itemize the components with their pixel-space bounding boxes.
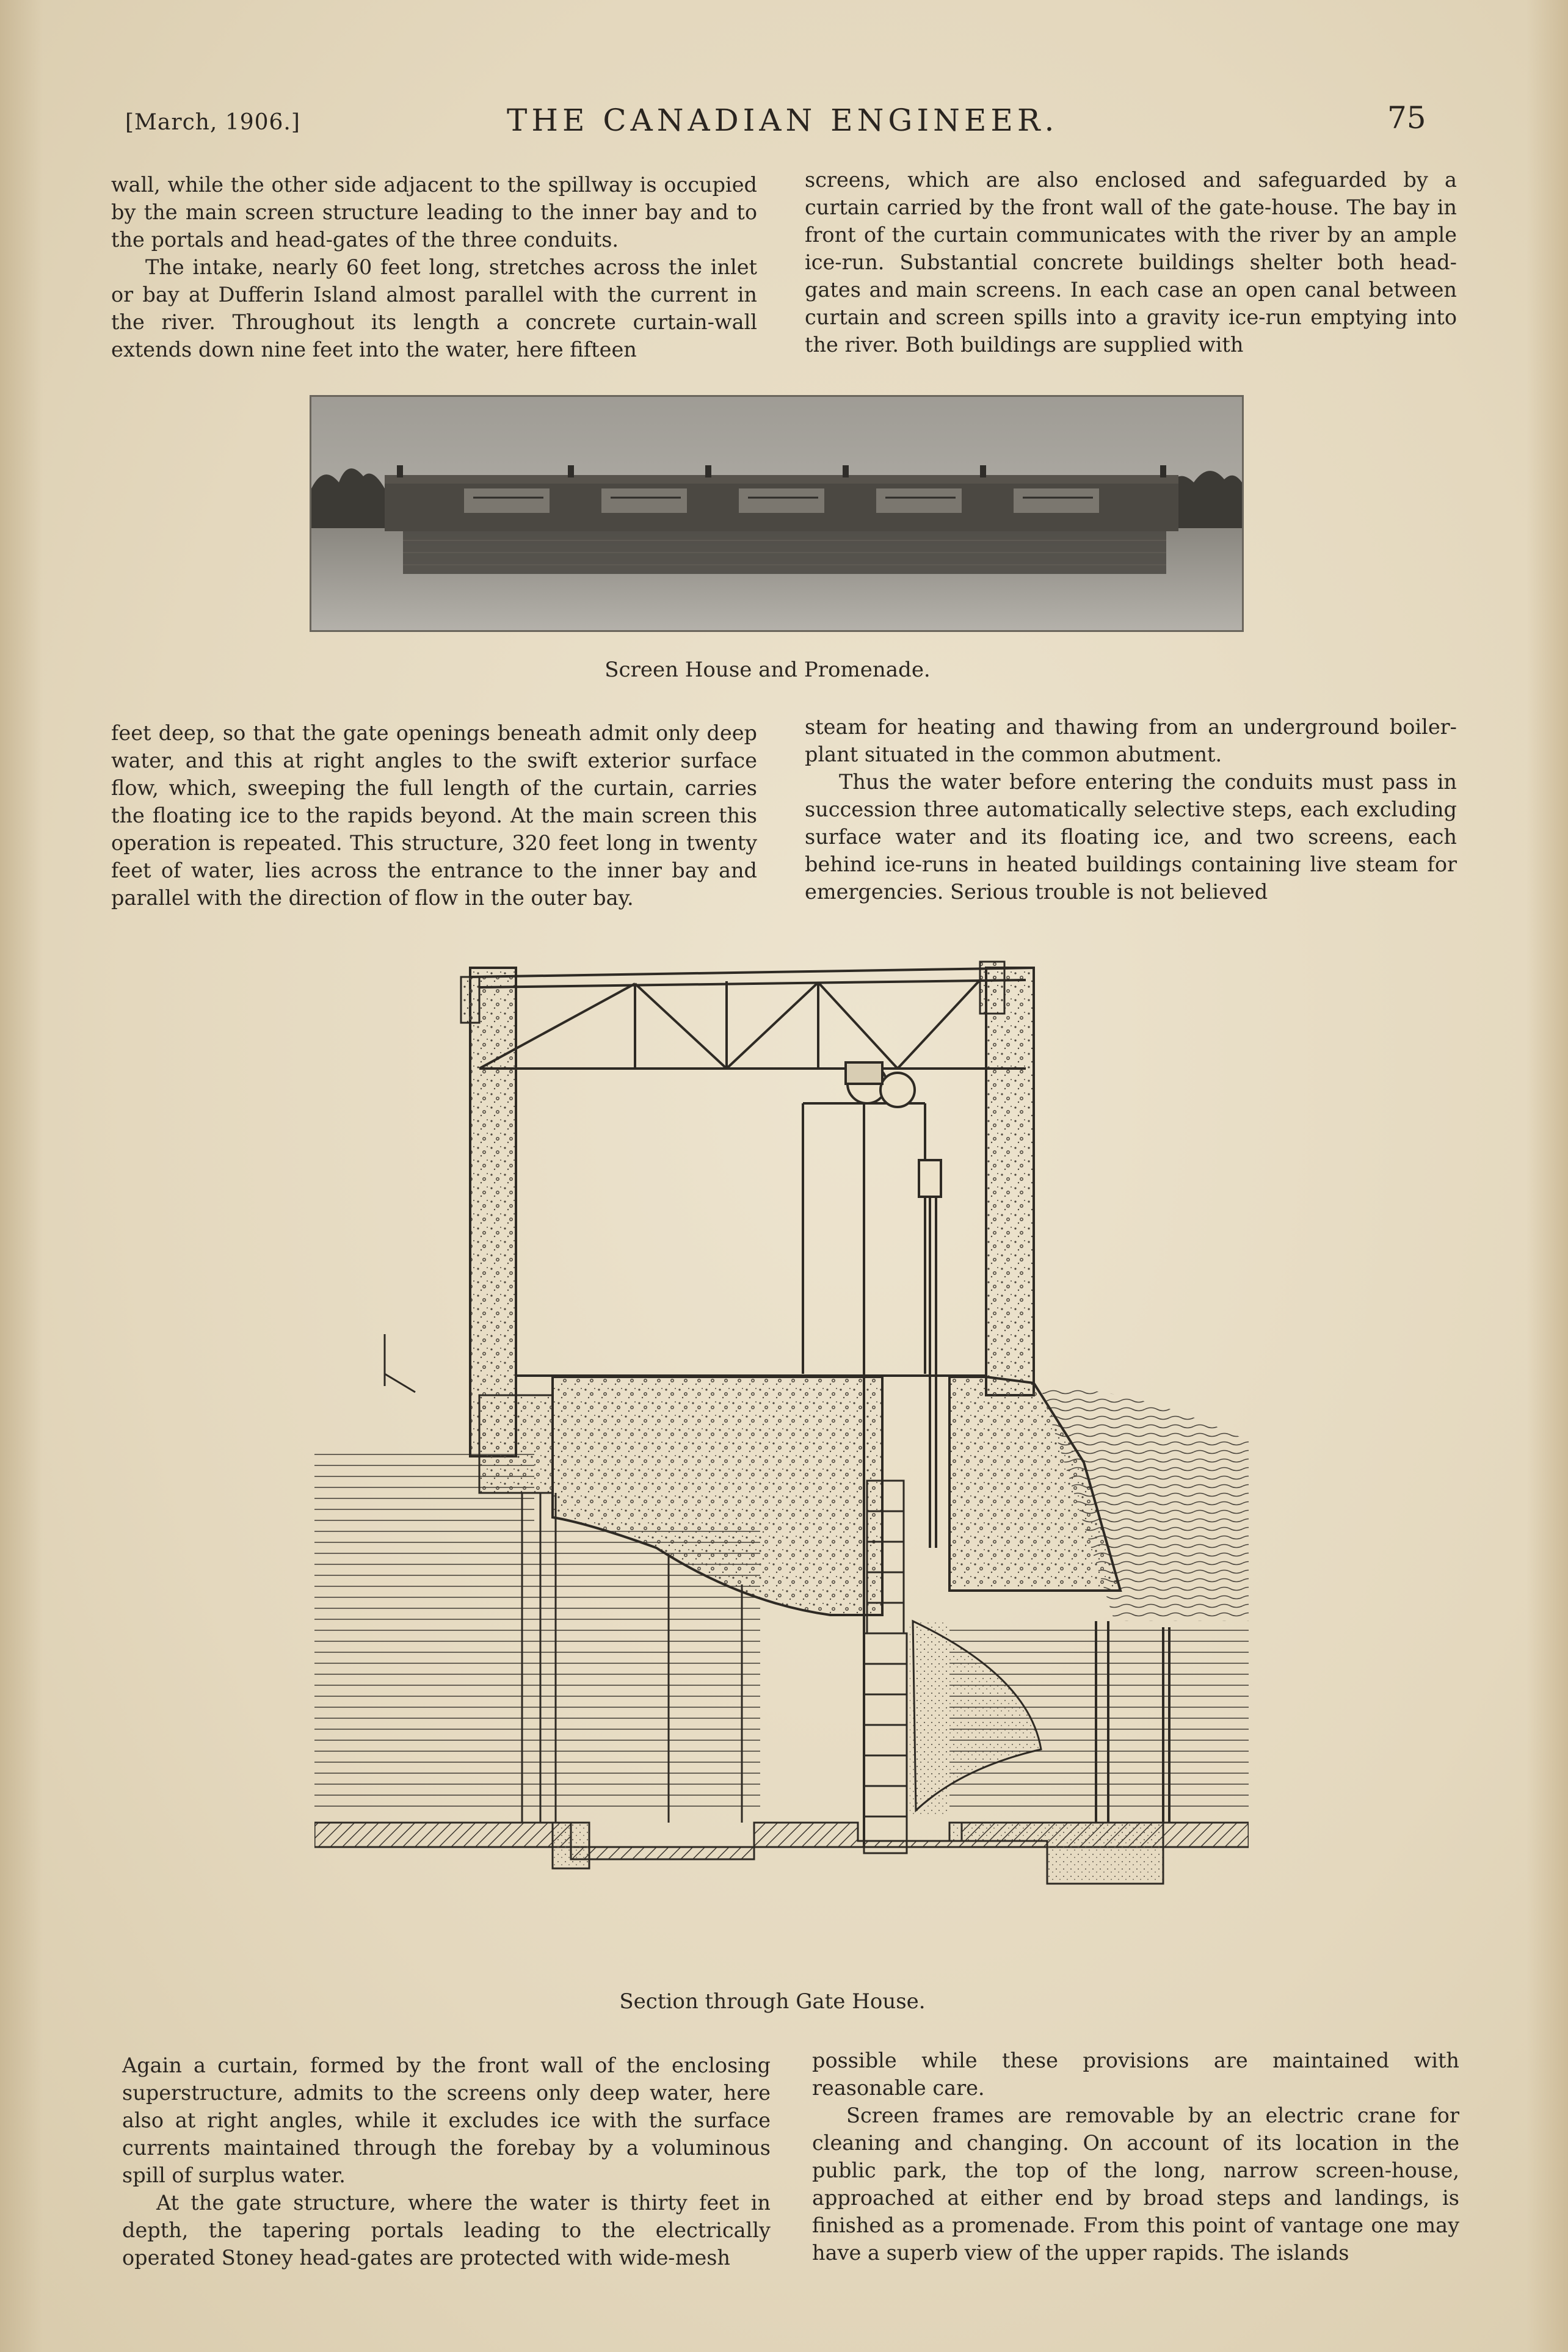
journal-title: THE CANADIAN ENGINEER. [507,103,1059,138]
top-right-column [805,166,1457,358]
paragraph: wall, while the other side adjacent to the spillway is occupied by the main screen structure leading to the inner bay and to the portals and head-gates of the three conduits. [111,173,757,252]
top-left-column [111,171,757,363]
bottom-left-column [122,2052,771,2271]
running-header [0,98,1568,147]
screen-house-photo [310,395,1244,632]
paragraph: Screen frames are removable by an electric crane for cleaning and changing. On account of its location in the public park, the top of the long, narrow screen-house, approached at either end by broad steps and landings, is finished as a promenade. From this point of vantage one may have a superb view of the upper rapids. The islands [812,2103,1459,2265]
left-page-edge [0,0,43,2352]
middle-right-column [805,713,1457,906]
paragraph: At the gate structure, where the water is thirty feet in depth, the tapering portals leading to the electrically operated Stoney head-gates are protected with wide-mesh [122,2191,771,2270]
page-number: 75 [1387,100,1426,136]
right-page-edge [1526,0,1568,2352]
gate-house-caption: Section through Gate House. [619,1989,926,2014]
paragraph: The intake, nearly 60 feet long, stretches across the inlet or bay at Dufferin Island almost parallel with the current in the river. Throughout its length a concrete curtain-wall extends down nine feet into the water, here fifteen [111,255,757,361]
screen-house-photo-image [311,397,1242,630]
paragraph: feet deep, so that the gate openings beneath admit only deep water, and this at right angles to the swift exterior surface flow, which, sweeping the full length of the curtain, carries the floating ice to the rapids beyond. At the main screen this operation is repeated. This structure, 320 feet long in twenty feet of water, lies across the entrance to the inner bay and parallel with the direction of flow in the outer bay. [111,721,757,910]
paragraph: possible while these provisions are maintained with reasonable care. [812,2049,1459,2100]
bottom-right-column [812,2047,1459,2267]
paragraph: Thus the water before entering the conduits must pass in succession three automatically selective steps, each excluding surface water and its floating ice, and two screens, each behind ice-runs in heated buildings containing live steam for emergencies. Serious trouble is not believed [805,770,1457,904]
gate-house-section-diagram [314,943,1249,1975]
issue-date: [March, 1906.] [125,110,300,135]
middle-left-column [111,719,757,912]
paragraph: Again a curtain, formed by the front wall of the enclosing superstructure, admits to the screens only deep water, here also at right angles, while it excludes ice with the surface currents maintained through the forebay by a voluminous spill of surplus water. [122,2053,771,2187]
paragraph: steam for heating and thawing from an underground boiler-plant situated in the common abutment. [805,715,1457,766]
gate-house-section-drawing [314,943,1249,1975]
paragraph: screens, which are also enclosed and safeguarded by a curtain carried by the front wall of the gate-house. The bay in front of the curtain communicates with the river by an ample ice-run. Substantial concrete buildings shelter both head-gates and main screens. In each case an open canal between curtain and screen spills into a gravity ice-run emptying into the river. Both buildings are supplied with [805,168,1457,357]
screen-house-caption: Screen House and Promenade. [604,658,931,682]
